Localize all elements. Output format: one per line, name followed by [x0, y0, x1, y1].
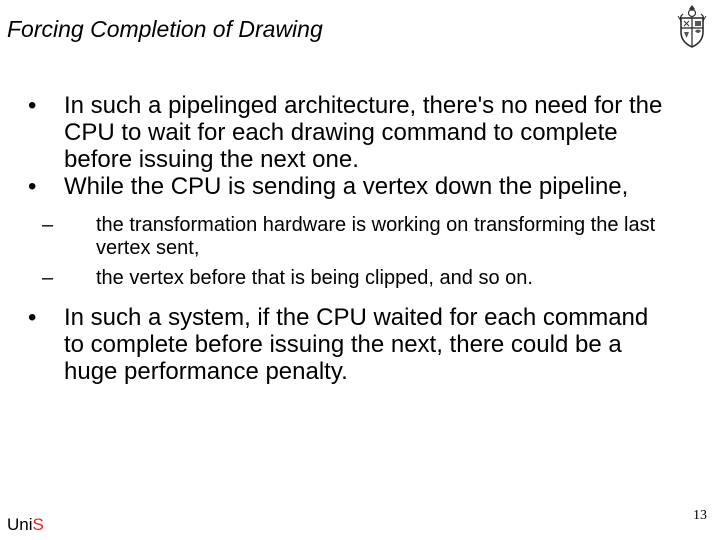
- university-crest-icon: [672, 2, 712, 50]
- bullet-item: [28, 173, 668, 200]
- slide-body: [28, 92, 668, 385]
- bullet-icon: •: [28, 304, 37, 331]
- slide-title: Forcing Completion of Drawing: [7, 16, 323, 42]
- dash-icon: –: [42, 214, 54, 236]
- bullet-text: While the CPU is sending a vertex down the pipeline,: [64, 173, 629, 200]
- sub-bullet-text: the vertex before that is being clipped, and so on.: [96, 267, 533, 289]
- sub-bullet-item: [28, 267, 668, 290]
- logo-s-text: S: [32, 515, 44, 534]
- bullet-text: In such a pipelinged architecture, there's no need for the CPU to wait for each drawing command to complete before issuing the next one.: [64, 92, 663, 173]
- sub-bullet-item: [28, 214, 668, 260]
- sub-bullet-text: the transformation hardware is working on transforming the last vertex sent,: [96, 214, 656, 259]
- logo-uni-text: Uni: [7, 515, 33, 534]
- unis-logo: [7, 515, 44, 535]
- bullet-item: [28, 92, 668, 173]
- bullet-text: In such a system, if the CPU waited for each command to complete before issuing the next, there could be a huge performance penalty.: [64, 304, 649, 385]
- page-number: 13: [693, 508, 707, 523]
- bullet-item: [28, 304, 668, 385]
- bullet-icon: •: [28, 92, 37, 119]
- dash-icon: –: [42, 267, 54, 289]
- bullet-icon: •: [28, 173, 37, 200]
